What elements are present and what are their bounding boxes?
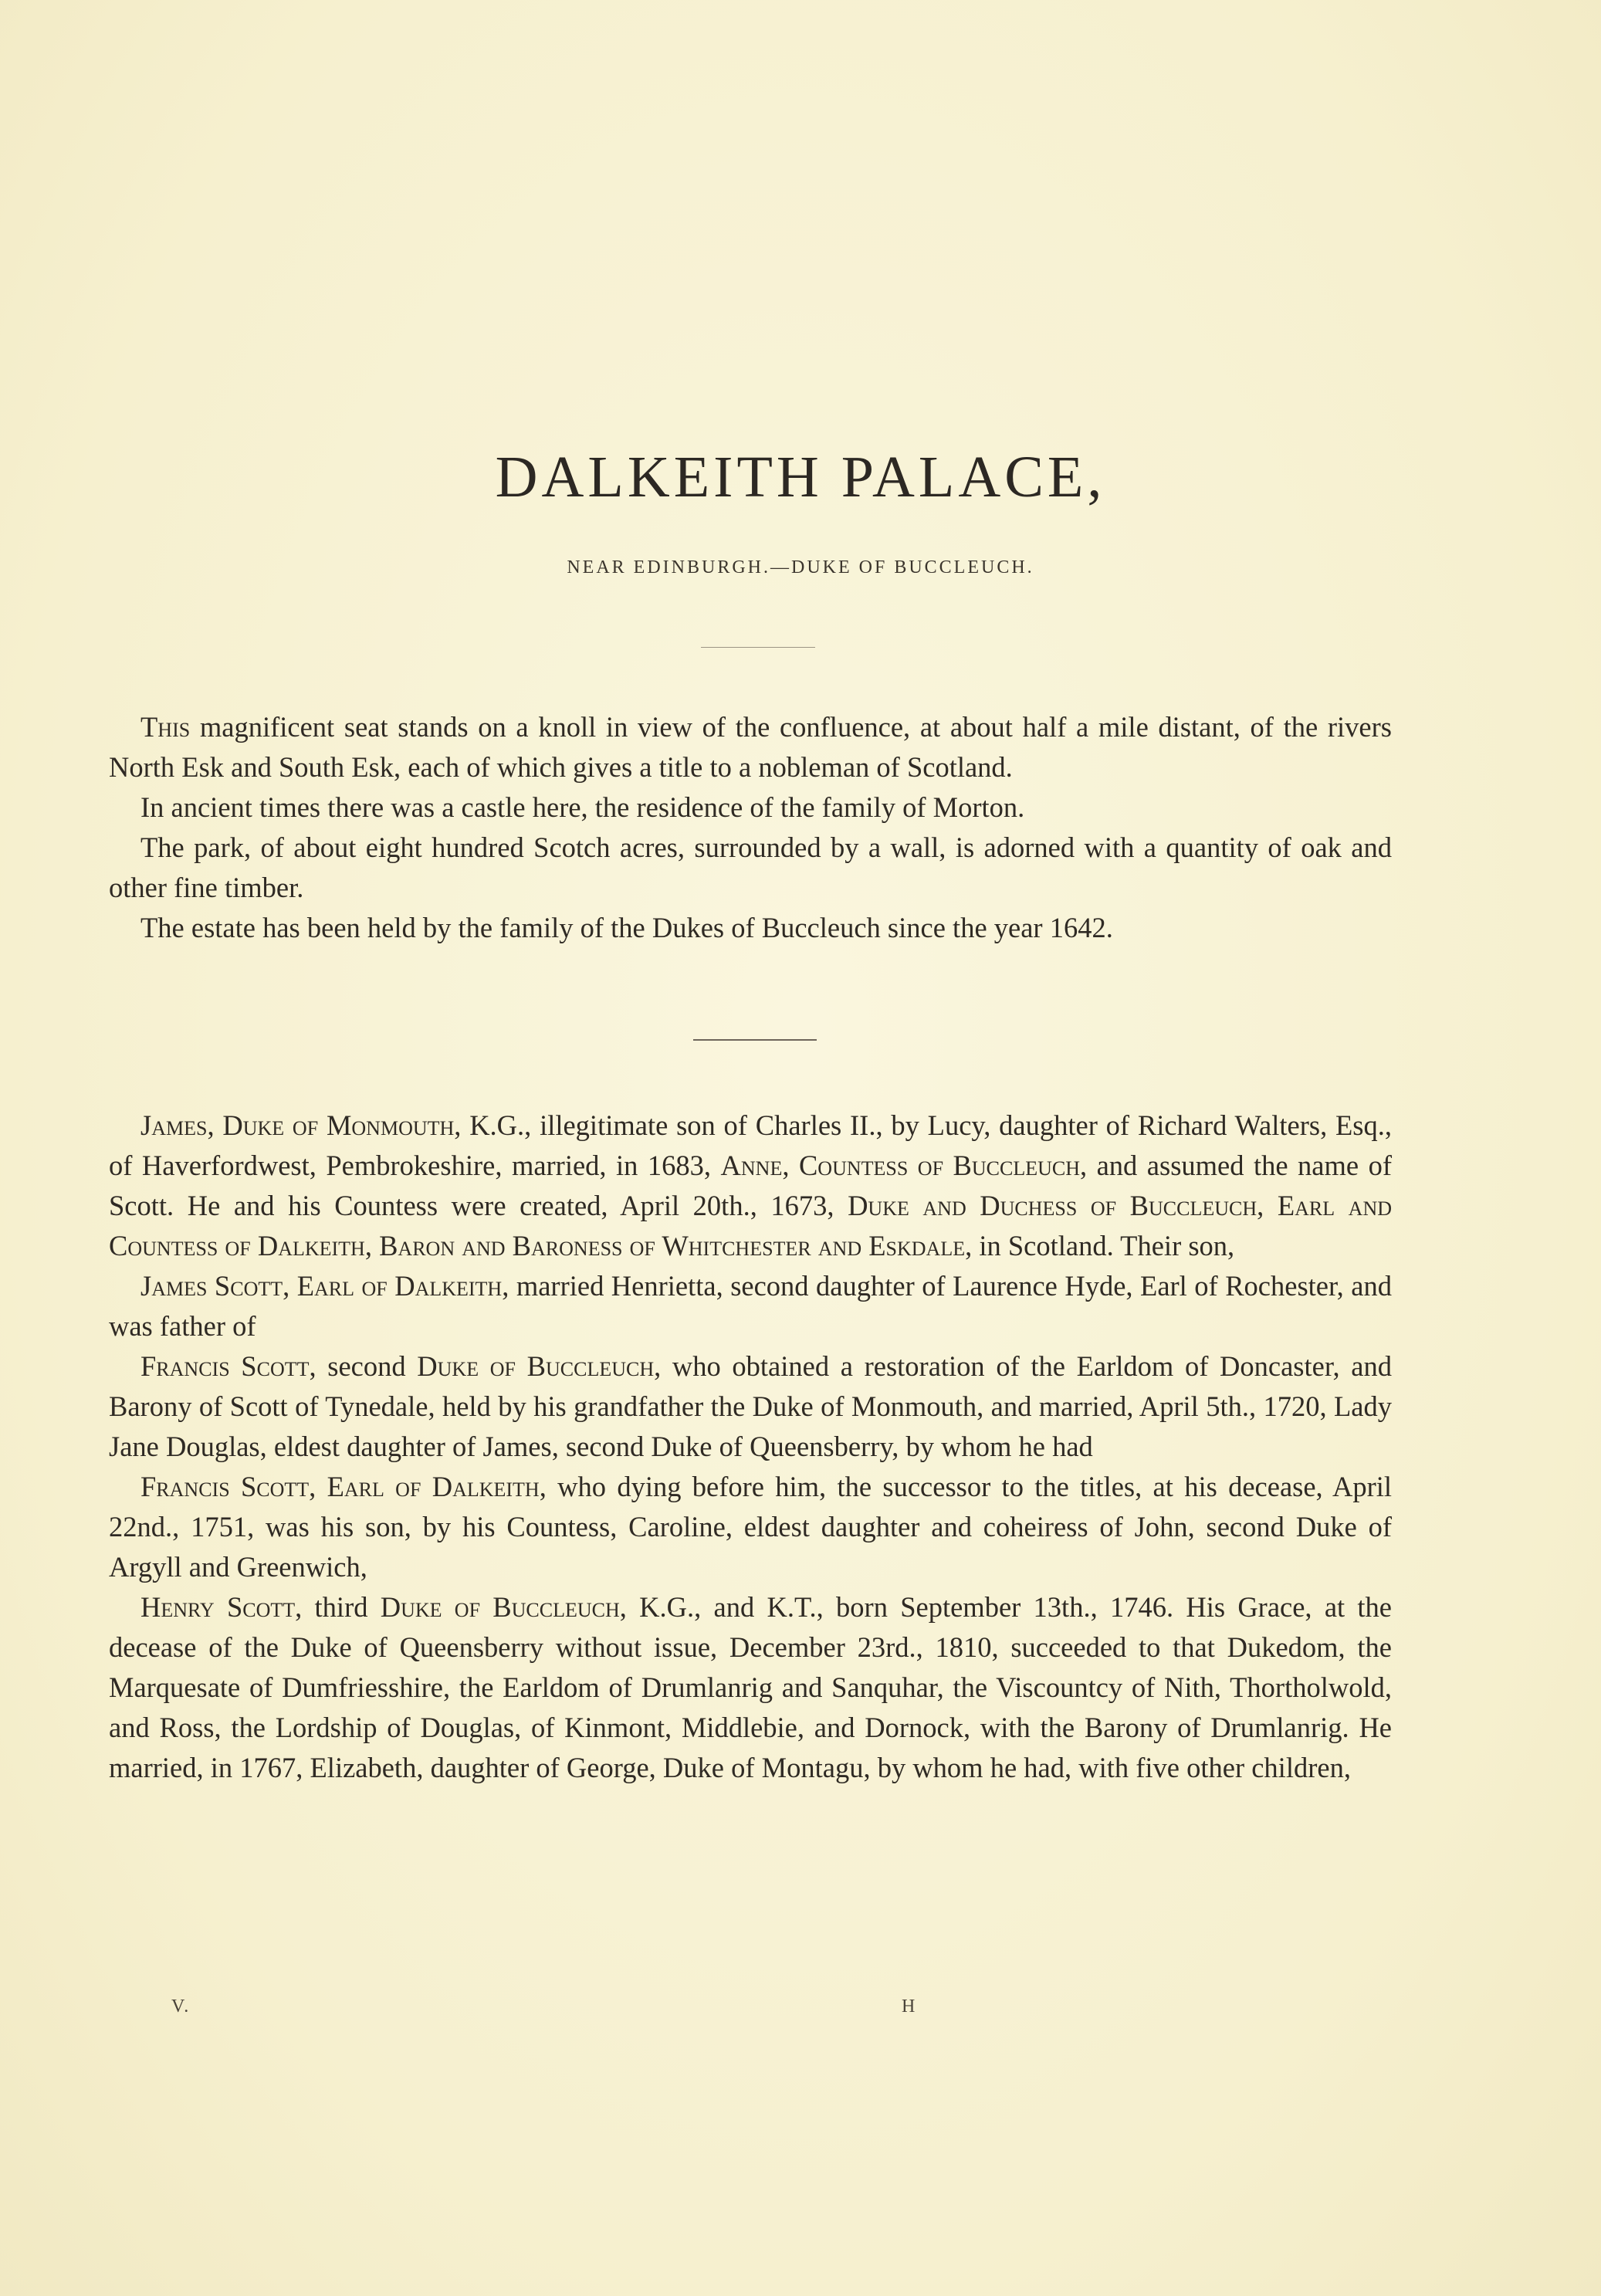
- lineage-paragraph-3: [109, 1346, 1392, 1467]
- divider-rule-middle: [693, 1039, 817, 1041]
- person-name: James Scott, Earl of Dalkeith,: [140, 1270, 509, 1302]
- divider-rule-top: [701, 647, 815, 648]
- title-name: Duke of Buccleuch,: [417, 1350, 662, 1382]
- person-name: James, Duke of Monmouth,: [140, 1109, 462, 1141]
- page-title: DALKEITH PALACE,: [495, 445, 1106, 510]
- lineage-text: in Scotland. Their son,: [972, 1230, 1235, 1261]
- intro-section: [109, 707, 1392, 948]
- lineage-text: third: [302, 1591, 381, 1623]
- page-subtitle: NEAR EDINBURGH.—DUKE OF BUCCLEUCH.: [567, 557, 1034, 577]
- person-name: Henry Scott,: [140, 1591, 303, 1623]
- volume-mark: V.: [171, 1996, 191, 2017]
- lineage-paragraph-2: [109, 1266, 1392, 1346]
- title-name: Anne, Countess of Buccleuch,: [720, 1150, 1088, 1181]
- person-name: Francis Scott, Earl of Dalkeith,: [140, 1471, 547, 1502]
- lineage-paragraph-1: [109, 1106, 1392, 1266]
- intro-paragraph-1: [109, 707, 1392, 787]
- lineage-paragraph-5: [109, 1587, 1392, 1788]
- lineage-text: second: [316, 1350, 418, 1382]
- lineage-text: who obtained a restoration of the Earldom of Doncaster, and Barony of Scott of Tynedale, held by his grandfather the Duke of Monmouth, and married, April 5th., 1720, Lady Jane Douglas, eldest daughter of James, second Duke of Queensberry, by whom he had: [109, 1350, 1393, 1462]
- intro-paragraph-1-text: magnificent seat stands on a knoll in view of the confluence, at about half a mile distant, of the rivers North Esk and South Esk, each of which gives a title to a nobleman of Scotland.: [109, 711, 1392, 783]
- lineage-paragraph-4: [109, 1467, 1392, 1587]
- lineage-section: [109, 1106, 1392, 1788]
- intro-paragraph-4: The estate has been held by the family of the Dukes of Buccleuch since the year 1642.: [140, 912, 1113, 943]
- signature-mark: H: [902, 1996, 917, 2017]
- intro-paragraph-2: In ancient times there was a castle here, the residence of the family of Morton.: [140, 791, 1025, 823]
- intro-paragraph-3: The park, of about eight hundred Scotch acres, surrounded by a wall, is adorned with a quantity of oak and other fine timber.: [109, 831, 1392, 903]
- person-name: Francis Scott,: [140, 1350, 316, 1382]
- lineage-text: married Henrietta, second daughter of Laurence Hyde, Earl of Rochester, and was father of: [109, 1270, 1392, 1342]
- lineage-text: K.G., and K.T., born September 13th., 1746. His Grace, at the decease of the Duke of Queensberry without issue, December 23rd., 1810, succeeded to that Dukedom, the Marquesate of Dumfriesshire, the Earldom of Drumlanrig and Sanquhar, the Viscountcy of Nith, Thortholwold, and Ross, the Lordship of Douglas, of Kinmont, Middlebie, and Dornock, with the Barony of Drumlanrig. He married, in 1767, Elizabeth, daughter of George, Duke of Montagu, by whom he had, with five other children,: [109, 1591, 1393, 1783]
- lineage-text: who dying before him, the successor to the titles, at his decease, April 22nd., 1751, was his son, by his Countess, Caroline, eldest daughter and coheiress of John, second Duke of Argyll and Greenwich,: [109, 1471, 1393, 1583]
- lineage-text: and assumed the name of Scott. He and his Countess were created, April 20th., 1673,: [109, 1150, 1392, 1221]
- title-name: Duke of Buccleuch,: [380, 1591, 627, 1623]
- title-name: Duke and Duchess of Buccleuch, Earl and Countess of Dalkeith, Baron and Baroness of Whitchester and Eskdale,: [109, 1190, 1392, 1261]
- lineage-text: K.G., illegitimate son of Charles II., by Lucy, daughter of Richard Walters, Esq., of Haverfordwest, Pembrokeshire, married, in 1683,: [109, 1109, 1392, 1181]
- drop-word: This: [140, 711, 191, 743]
